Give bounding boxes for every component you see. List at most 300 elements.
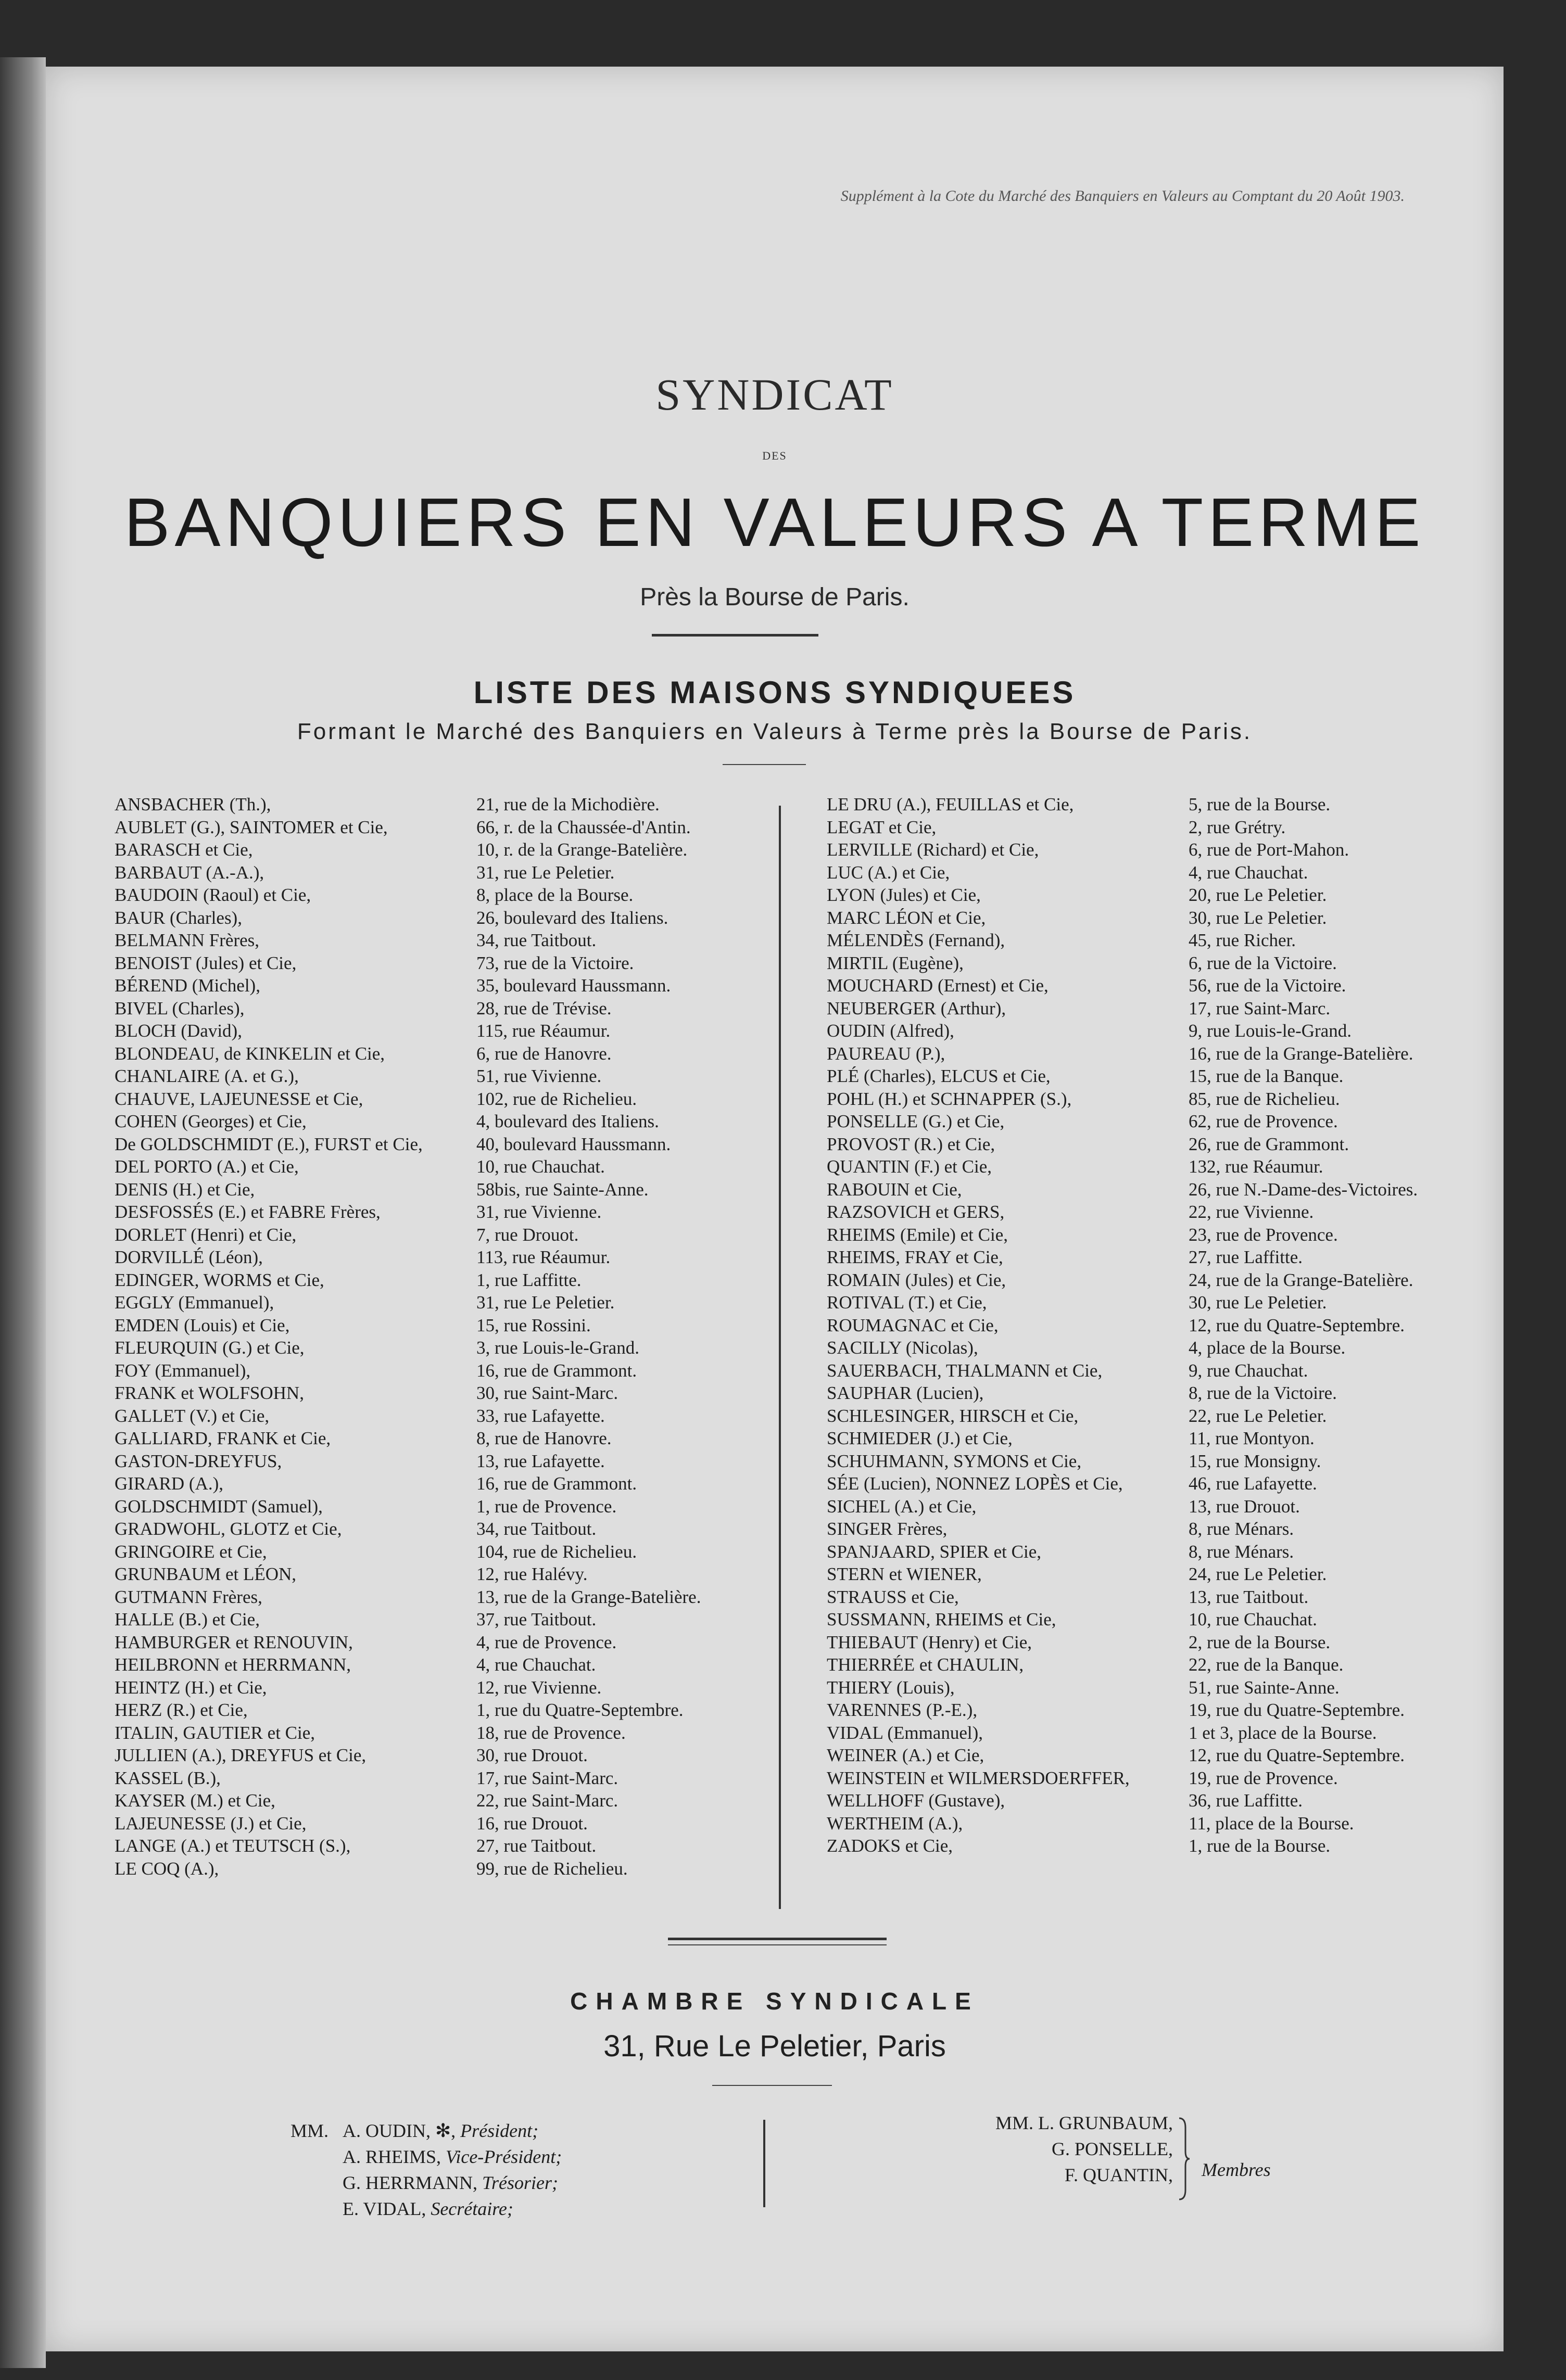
member-address: 3, rue Louis-le-Grand. [476, 1338, 639, 1358]
list-item [827, 975, 1480, 998]
section-rule [723, 764, 806, 765]
list-item [827, 1360, 1480, 1383]
member-address: 26, rue de Grammont. [1189, 1134, 1349, 1154]
member-address: 10, rue Chauchat. [1189, 1609, 1317, 1630]
subtitle: Près la Bourse de Paris. [640, 583, 910, 611]
member-address: 1, rue de la Bourse. [1189, 1836, 1331, 1856]
member-name: BAUDOIN (Raoul) et Cie, [115, 885, 311, 905]
members-label: Membres [1202, 2159, 1271, 2180]
officer-title: Secrétaire; [431, 2198, 513, 2219]
member-address: 15, rue Rossini. [476, 1315, 591, 1335]
list-item [827, 1202, 1480, 1225]
adjacent-page-edge [0, 57, 46, 2368]
chambre-title: CHAMBRE SYNDICALE [570, 1988, 979, 2015]
member-address: 6, rue de Hanovre. [476, 1043, 612, 1064]
list-item [827, 1677, 1480, 1700]
list-item [827, 1134, 1480, 1157]
member-name: ITALIN, GAUTIER et Cie, [115, 1722, 315, 1743]
list-item [827, 1473, 1480, 1496]
member-address: 4, rue Chauchat. [476, 1654, 596, 1675]
member-name: BLOCH (David), [115, 1021, 242, 1041]
member-address: 27, rue Taitbout. [476, 1836, 597, 1856]
list-item [115, 885, 778, 908]
member-name: MOUCHARD (Ernest) et Cie, [827, 975, 1049, 996]
list-item [115, 1451, 778, 1474]
member-name: FRANK et WOLFSOHN, [115, 1383, 304, 1403]
member-address: 24, rue Le Peletier. [1189, 1564, 1327, 1584]
member-address: 13, rue Drouot. [1189, 1496, 1300, 1517]
member-name: STERN et WIENER, [827, 1564, 982, 1584]
officer-name: A. RHEIMS, [343, 2146, 441, 2167]
member-address: 28, rue de Trévise. [476, 998, 612, 1019]
member-name: SICHEL (A.) et Cie, [827, 1496, 977, 1517]
list-item [827, 1428, 1480, 1451]
member-address: 6, rue de la Victoire. [1189, 952, 1337, 973]
member-address: 12, rue du Quatre-Septembre. [1189, 1315, 1405, 1335]
list-item [827, 1496, 1480, 1519]
list-item [115, 1768, 778, 1791]
member-name: THIERRÉE et CHAULIN, [827, 1654, 1024, 1675]
member-address: 23, rue de Provence. [1189, 1224, 1338, 1245]
member-name: SPANJAARD, SPIER et Cie, [827, 1541, 1041, 1562]
member-name: SCHMIEDER (J.) et Cie, [827, 1428, 1013, 1448]
member-name: MARC LÉON et Cie, [827, 907, 986, 928]
member-name: SUSSMANN, RHEIMS et Cie, [827, 1609, 1056, 1630]
list-item [827, 862, 1480, 885]
list-item [115, 1134, 778, 1157]
member-address: 45, rue Richer. [1189, 930, 1296, 950]
member-address: 16, rue de la Grange-Batelière. [1189, 1043, 1413, 1064]
list-item [827, 1179, 1480, 1202]
member-address: 13, rue de la Grange-Batelière. [476, 1586, 701, 1607]
syndicat-heading: SYNDICAT [655, 370, 894, 419]
member-address: 10, r. de la Grange-Batelière. [476, 839, 688, 860]
member-name: FLEURQUIN (G.) et Cie, [115, 1338, 305, 1358]
member-address: 30, rue Drouot. [476, 1745, 588, 1765]
member-address: 15, rue de la Banque. [1189, 1066, 1344, 1086]
list-item [115, 1723, 778, 1746]
list-item [827, 1315, 1480, 1338]
list-item [827, 794, 1480, 817]
member-address: 26, boulevard des Italiens. [476, 907, 668, 928]
list-item [115, 1156, 778, 1179]
list-item [115, 1111, 778, 1134]
member-address: 18, rue de Provence. [476, 1722, 626, 1743]
member-address: 16, rue de Grammont. [476, 1473, 637, 1494]
member-address: 16, rue Drouot. [476, 1813, 588, 1834]
member-address: 1 et 3, place de la Bourse. [1189, 1722, 1377, 1743]
member-name: BARBAUT (A.-A.), [115, 862, 264, 883]
member-name: BLONDEAU, de KINKELIN et Cie, [115, 1043, 385, 1064]
member-name: OUDIN (Alfred), [827, 1021, 954, 1041]
section-rule [668, 1944, 887, 1945]
member-address: 85, rue de Richelieu. [1189, 1088, 1340, 1109]
member-name: CHAUVE, LAJEUNESSE et Cie, [115, 1088, 363, 1109]
list-item [827, 1587, 1480, 1610]
section-rule [712, 2085, 832, 2086]
member-address: 22, rue Vivienne. [1189, 1202, 1314, 1222]
member-address: 10, rue Chauchat. [476, 1156, 605, 1177]
member-address: 104, rue de Richelieu. [476, 1541, 637, 1562]
member-address: 30, rue Saint-Marc. [476, 1383, 618, 1403]
list-item [115, 953, 778, 976]
section-rule [668, 1938, 887, 1940]
member-name: PAUREAU (P.), [827, 1043, 945, 1064]
officer-name: E. VIDAL, [343, 2198, 426, 2219]
list-item [115, 1564, 778, 1587]
list-item [827, 885, 1480, 908]
list-item [827, 1632, 1480, 1655]
member-address: 8, place de la Bourse. [476, 885, 634, 905]
list-item [115, 1790, 778, 1813]
list-item [115, 1406, 778, 1429]
member-address: 7, rue Drouot. [476, 1224, 579, 1245]
member-name: LAJEUNESSE (J.) et Cie, [115, 1813, 307, 1834]
list-item [115, 839, 778, 862]
member-name: DENIS (H.) et Cie, [115, 1179, 255, 1200]
member-name: AUBLET (G.), SAINTOMER et Cie, [115, 817, 388, 837]
member-address: 4, boulevard des Italiens. [476, 1111, 659, 1131]
list-item [115, 1587, 778, 1610]
list-item [827, 930, 1480, 953]
member-name: HALLE (B.) et Cie, [115, 1609, 260, 1630]
list-item [115, 1632, 778, 1655]
column-divider [779, 806, 781, 1909]
member-address: 62, rue de Provence. [1189, 1111, 1338, 1131]
list-item [115, 975, 778, 998]
list-item [115, 1519, 778, 1542]
des-label: DES [762, 449, 787, 462]
list-item [827, 1564, 1480, 1587]
member-name: GRADWOHL, GLOTZ et Cie, [115, 1519, 342, 1539]
member-name: SAUPHAR (Lucien), [827, 1383, 984, 1403]
member-name: De GOLDSCHMIDT (E.), FURST et Cie, [115, 1134, 423, 1154]
member-name: KASSEL (B.), [115, 1767, 221, 1788]
main-title: BANQUIERS EN VALEURS A TERME [124, 484, 1425, 561]
list-item [115, 1836, 778, 1859]
member-name: SINGER Frères, [827, 1519, 948, 1539]
list-item [827, 1043, 1480, 1066]
member-address: 37, rue Taitbout. [476, 1609, 597, 1630]
officer-line [291, 2172, 562, 2198]
member-address: 99, rue de Richelieu. [476, 1858, 628, 1879]
member-address: 12, rue Vivienne. [476, 1677, 602, 1698]
member-name: GALLIARD, FRANK et Cie, [115, 1428, 331, 1448]
member-address: 9, rue Louis-le-Grand. [1189, 1021, 1352, 1041]
list-item [827, 1338, 1480, 1360]
list-item [115, 1270, 778, 1293]
member-address: 5, rue de la Bourse. [1189, 794, 1331, 814]
list-item [827, 1383, 1480, 1406]
liste-subheading: Formant le Marché des Banquiers en Valeurs à Terme près la Bourse de Paris. [297, 719, 1253, 744]
member-name: WEINSTEIN et WILMERSDOERFFER, [827, 1767, 1130, 1788]
list-item [827, 1745, 1480, 1768]
member-name: LE COQ (A.), [115, 1858, 219, 1879]
right-member-list [827, 794, 1480, 1859]
member-name: DORLET (Henri) et Cie, [115, 1224, 297, 1245]
list-item [115, 1021, 778, 1043]
list-item [115, 1609, 778, 1632]
list-item [115, 1859, 778, 1881]
member-address: 8, rue de la Victoire. [1189, 1383, 1337, 1403]
member-address: 1, rue du Quatre-Septembre. [476, 1700, 684, 1720]
member-name: BELMANN Frères, [115, 930, 260, 950]
member-address: 115, rue Réaumur. [476, 1021, 611, 1041]
member-address: 36, rue Laffitte. [1189, 1790, 1303, 1811]
list-item [827, 1247, 1480, 1270]
member-name: RAZSOVICH et GERS, [827, 1202, 1005, 1222]
list-item [115, 1428, 778, 1451]
list-item [115, 1292, 778, 1315]
member-address: 4, place de la Bourse. [1189, 1338, 1346, 1358]
member-name: SÉE (Lucien), NONNEZ LOPÈS et Cie, [827, 1473, 1123, 1494]
list-item [827, 1111, 1480, 1134]
member-address: 22, rue Le Peletier. [1189, 1405, 1327, 1426]
member-name: RABOUIN et Cie, [827, 1179, 962, 1200]
member-name: DESFOSSÉS (E.) et FABRE Frères, [115, 1202, 381, 1222]
brace-icon [1178, 2117, 1191, 2200]
member-address: 9, rue Chauchat. [1189, 1360, 1308, 1381]
member-address: 12, rue du Quatre-Septembre. [1189, 1745, 1405, 1765]
member-address: 34, rue Taitbout. [476, 930, 597, 950]
member-name: GALLET (V.) et Cie, [115, 1405, 270, 1426]
list-item [827, 1406, 1480, 1429]
member-address: 31, rue Le Peletier. [476, 1292, 615, 1313]
member-address: 113, rue Réaumur. [476, 1247, 611, 1267]
member-address: 102, rue de Richelieu. [476, 1088, 637, 1109]
list-item [115, 1247, 778, 1270]
member-name: HEILBRONN et HERRMANN, [115, 1654, 351, 1675]
member-address: 27, rue Laffitte. [1189, 1247, 1303, 1267]
member-name: RHEIMS, FRAY et Cie, [827, 1247, 1003, 1267]
member-address: 15, rue Monsigny. [1189, 1450, 1321, 1471]
list-item [115, 1179, 778, 1202]
member-name: COHEN (Georges) et Cie, [115, 1111, 307, 1131]
members-list [949, 2112, 1173, 2190]
document-page [46, 67, 1504, 2351]
member-name: FOY (Emmanuel), [115, 1360, 251, 1381]
list-item [827, 1813, 1480, 1836]
supplement-note: Supplément à la Cote du Marché des Banquiers en Valeurs au Comptant du 20 Août 1903. [840, 187, 1405, 205]
member-address: 26, rue N.-Dame-des-Victoires. [1189, 1179, 1418, 1200]
list-item [827, 953, 1480, 976]
member-name: LEGAT et Cie, [827, 817, 937, 837]
member-name: LYON (Jules) et Cie, [827, 885, 981, 905]
member-name: JULLIEN (A.), DREYFUS et Cie, [115, 1745, 367, 1765]
member-name: WELLHOFF (Gustave), [827, 1790, 1005, 1811]
member-name: ANSBACHER (Th.), [115, 794, 271, 814]
member-name: SAUERBACH, THALMANN et Cie, [827, 1360, 1103, 1381]
member-name: SCHUHMANN, SYMONS et Cie, [827, 1450, 1082, 1471]
member-name: HERZ (R.) et Cie, [115, 1700, 248, 1720]
member-address: 19, rue du Quatre-Septembre. [1189, 1700, 1405, 1720]
list-item [115, 1700, 778, 1723]
member-address: 20, rue Le Peletier. [1189, 885, 1327, 905]
member-name: GOLDSCHMIDT (Samuel), [115, 1496, 323, 1517]
member-address: 1, rue Laffitte. [476, 1269, 582, 1290]
officer-prefix: MM. [291, 2120, 329, 2141]
member-address: 11, rue Montyon. [1189, 1428, 1315, 1448]
member-name: LE DRU (A.), FEUILLAS et Cie, [827, 794, 1074, 814]
list-item [115, 1654, 778, 1677]
list-item [115, 1383, 778, 1406]
member-name: GUTMANN Frères, [115, 1586, 262, 1607]
member-address: 30, rue Le Peletier. [1189, 907, 1327, 928]
member-name: MIRTIL (Eugène), [827, 952, 964, 973]
member-address: 56, rue de la Victoire. [1189, 975, 1346, 996]
list-item [827, 1225, 1480, 1248]
member-address: 51, rue Vivienne. [476, 1066, 602, 1086]
member-name: POHL (H.) et SCHNAPPER (S.), [827, 1088, 1072, 1109]
member-address: 40, boulevard Haussmann. [476, 1134, 671, 1154]
member-address: 22, rue Saint-Marc. [476, 1790, 618, 1811]
member-name: WEINER (A.) et Cie, [827, 1745, 984, 1765]
list-item [115, 862, 778, 885]
member-name: PLÉ (Charles), ELCUS et Cie, [827, 1066, 1051, 1086]
member-address: 16, rue de Grammont. [476, 1360, 637, 1381]
liste-heading: LISTE DES MAISONS SYNDIQUEES [473, 675, 1076, 710]
list-item [115, 1202, 778, 1225]
member-name: KAYSER (M.) et Cie, [115, 1790, 275, 1811]
member-address: 2, rue Grétry. [1189, 817, 1286, 837]
list-item [827, 817, 1480, 840]
officer-title: Vice-Président; [446, 2146, 562, 2167]
member-name: VIDAL (Emmanuel), [827, 1722, 983, 1743]
member-address: 24, rue de la Grange-Batelière. [1189, 1269, 1413, 1290]
officers-list [291, 2120, 562, 2224]
list-item [827, 1700, 1480, 1723]
list-item [115, 794, 778, 817]
member-name: PONSELLE (G.) et Cie, [827, 1111, 1005, 1131]
list-item [827, 1723, 1480, 1746]
left-member-list [115, 794, 778, 1881]
officer-title: Président; [460, 2120, 539, 2141]
list-item [827, 1654, 1480, 1677]
member-name: GIRARD (A.), [115, 1473, 224, 1494]
member-name: WERTHEIM (A.), [827, 1813, 963, 1834]
member-name: QUANTIN (F.) et Cie, [827, 1156, 992, 1177]
list-item [115, 1066, 778, 1089]
member-name: GRUNBAUM et LÉON, [115, 1564, 297, 1584]
list-item [115, 1677, 778, 1700]
member-line: MM. L. GRUNBAUM, [995, 2112, 1173, 2133]
member-address: 6, rue de Port-Mahon. [1189, 839, 1349, 860]
member-address: 11, place de la Bourse. [1189, 1813, 1354, 1834]
list-item [827, 1836, 1480, 1859]
member-name: EMDEN (Louis) et Cie, [115, 1315, 290, 1335]
member-address: 33, rue Lafayette. [476, 1405, 605, 1426]
list-item [827, 1156, 1480, 1179]
officer-line [291, 2120, 562, 2146]
member-name: EDINGER, WORMS et Cie, [115, 1269, 324, 1290]
list-item [827, 1768, 1480, 1791]
member-name: BÉREND (Michel), [115, 975, 260, 996]
officer-line [291, 2198, 562, 2224]
member-name: BARASCH et Cie, [115, 839, 253, 860]
list-item [115, 998, 778, 1021]
list-item [827, 1021, 1480, 1043]
list-item [115, 1338, 778, 1360]
member-name: GASTON-DREYFUS, [115, 1450, 282, 1471]
list-item [115, 1315, 778, 1338]
member-address: 35, boulevard Haussmann. [476, 975, 671, 996]
member-address: 31, rue Vivienne. [476, 1202, 602, 1222]
member-address: 8, rue Ménars. [1189, 1541, 1294, 1562]
member-name: ROUMAGNAC et Cie, [827, 1315, 999, 1335]
member-name: GRINGOIRE et Cie, [115, 1541, 267, 1562]
member-name: RHEIMS (Emile) et Cie, [827, 1224, 1008, 1245]
list-item [827, 908, 1480, 931]
list-item [827, 1292, 1480, 1315]
member-name: BIVEL (Charles), [115, 998, 245, 1019]
officers-divider [763, 2120, 765, 2207]
member-name: SACILLY (Nicolas), [827, 1338, 978, 1358]
list-item [827, 1790, 1480, 1813]
member-address: 30, rue Le Peletier. [1189, 1292, 1327, 1313]
member-address: 46, rue Lafayette. [1189, 1473, 1317, 1494]
list-item [115, 1360, 778, 1383]
list-item [115, 1089, 778, 1112]
list-item [115, 1542, 778, 1564]
list-item [115, 817, 778, 840]
list-item [827, 1270, 1480, 1293]
member-name: LANGE (A.) et TEUTSCH (S.), [115, 1836, 351, 1856]
list-item [115, 930, 778, 953]
list-item [827, 998, 1480, 1021]
member-address: 13, rue Taitbout. [1189, 1586, 1309, 1607]
list-item [115, 1813, 778, 1836]
list-item [115, 1745, 778, 1768]
list-item [827, 1519, 1480, 1542]
member-address: 17, rue Saint-Marc. [1189, 998, 1331, 1019]
list-item [827, 839, 1480, 862]
officer-line [291, 2146, 562, 2172]
member-address: 34, rue Taitbout. [476, 1519, 597, 1539]
member-address: 13, rue Lafayette. [476, 1450, 605, 1471]
member-name: THIEBAUT (Henry) et Cie, [827, 1632, 1032, 1652]
member-address: 2, rue de la Bourse. [1189, 1632, 1331, 1652]
member-name: THIERY (Louis), [827, 1677, 955, 1698]
member-name: HEINTZ (H.) et Cie, [115, 1677, 267, 1698]
list-item [827, 1451, 1480, 1474]
list-item [115, 1225, 778, 1248]
member-name: NEUBERGER (Arthur), [827, 998, 1006, 1019]
list-item [827, 1089, 1480, 1112]
member-name: ROTIVAL (T.) et Cie, [827, 1292, 987, 1313]
member-name: ZADOKS et Cie, [827, 1836, 953, 1856]
member-name: BAUR (Charles), [115, 907, 242, 928]
member-name: EGGLY (Emmanuel), [115, 1292, 274, 1313]
member-address: 1, rue de Provence. [476, 1496, 617, 1517]
member-line: G. PONSELLE, [1052, 2139, 1173, 2159]
member-name: CHANLAIRE (A. et G.), [115, 1066, 299, 1086]
member-name: LERVILLE (Richard) et Cie, [827, 839, 1039, 860]
member-address: 31, rue Le Peletier. [476, 862, 615, 883]
member-name: MÉLENDÈS (Fernand), [827, 930, 1005, 950]
list-item [115, 1043, 778, 1066]
list-item [115, 1473, 778, 1496]
list-item [827, 1542, 1480, 1564]
member-address: 73, rue de la Victoire. [476, 952, 634, 973]
officer-title: Trésorier; [482, 2172, 559, 2193]
list-item [115, 908, 778, 931]
member-name: VARENNES (P.-E.), [827, 1700, 978, 1720]
member-name: HAMBURGER et RENOUVIN, [115, 1632, 353, 1652]
member-address: 8, rue Ménars. [1189, 1519, 1294, 1539]
chambre-address: 31, Rue Le Peletier, Paris [603, 2029, 946, 2063]
member-address: 19, rue de Provence. [1189, 1767, 1338, 1788]
member-name: DORVILLÉ (Léon), [115, 1247, 263, 1267]
